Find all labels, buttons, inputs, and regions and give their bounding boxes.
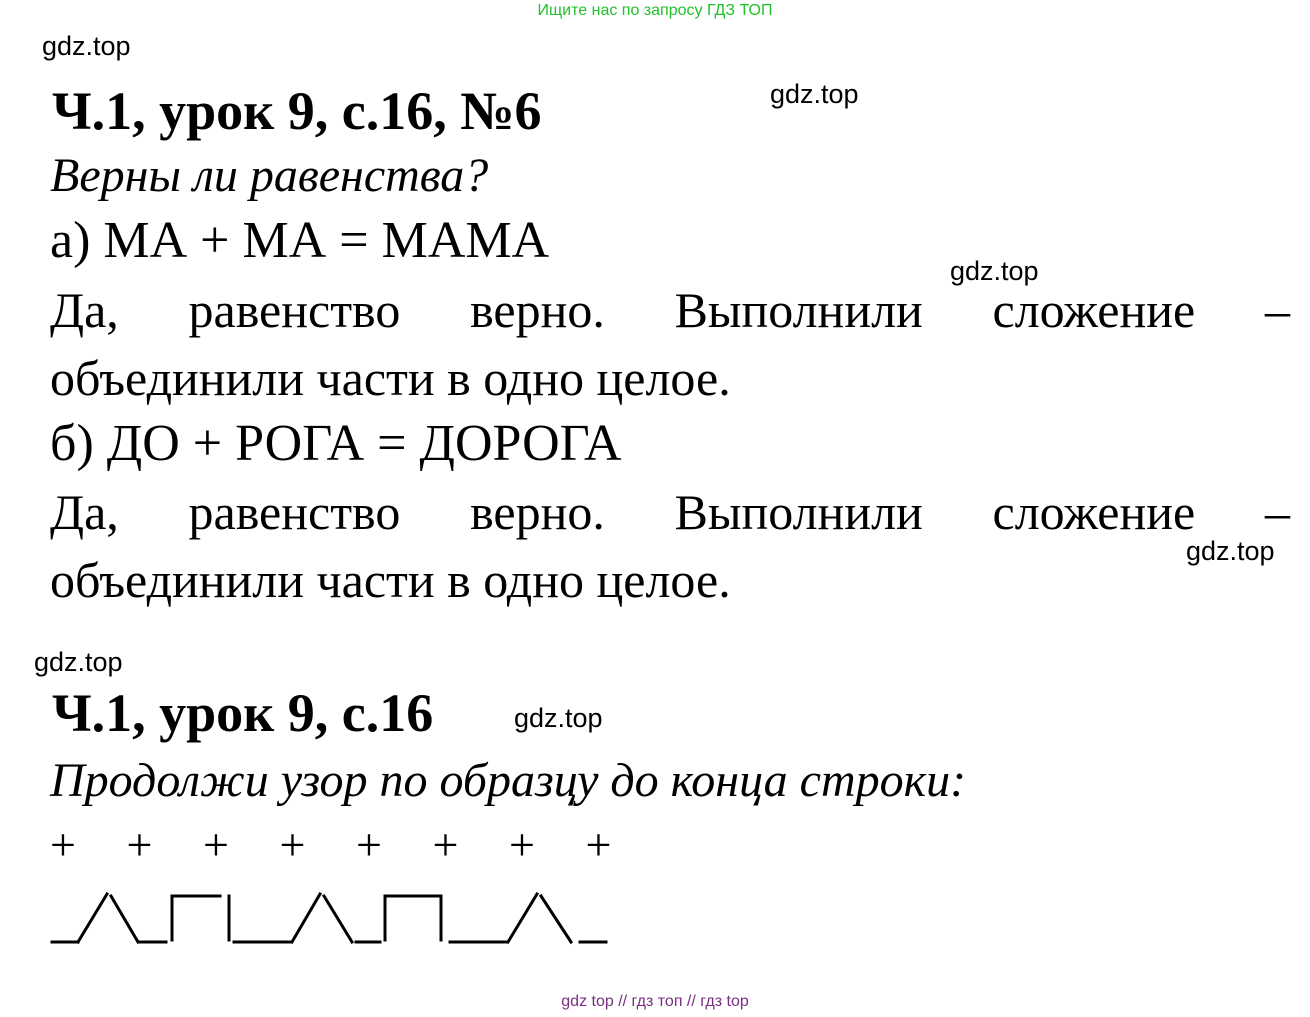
answer-a-line-1	[50, 282, 1290, 338]
section-1-question: Верны ли равенства?	[50, 149, 489, 202]
section-1-title: Ч.1, урок 9, с.16, №6	[52, 81, 542, 141]
equation-a: а) МА + МА = МАМА	[50, 212, 550, 269]
answer-b-line-1	[50, 484, 1290, 540]
equation-b: б) ДО + РОГА = ДОРОГА	[50, 415, 622, 472]
watermark: gdz.top	[1186, 536, 1275, 566]
section-2-title: Ч.1, урок 9, с.16	[52, 683, 434, 743]
plus-sign: +	[585, 819, 612, 870]
pattern-stroke	[541, 896, 571, 942]
word: сложение	[992, 282, 1196, 338]
watermark: gdz.top	[770, 79, 859, 109]
word: –	[1264, 484, 1290, 540]
watermark: gdz.top	[34, 647, 123, 677]
watermark: gdz.top	[514, 703, 603, 733]
word: сложение	[992, 484, 1196, 540]
word: Выполнили	[674, 282, 923, 338]
word: верно.	[470, 484, 605, 540]
word: верно.	[470, 282, 605, 338]
pattern-stroke	[111, 896, 138, 942]
plus-sign: +	[126, 819, 153, 870]
word: Да,	[50, 282, 119, 338]
footer-links[interactable]: gdz top // гдз топ // гдз top	[561, 993, 749, 1010]
search-banner[interactable]: Ищите нас по запросу ГДЗ ТОП	[537, 2, 773, 19]
answer-b-line-2: объединили части в одно целое.	[50, 552, 731, 608]
section-2-instruction: Продолжи узор по образцу до конца строки:	[50, 754, 967, 807]
plus-sign: +	[279, 819, 306, 870]
plus-sign: +	[356, 819, 382, 870]
plus-sign: +	[432, 819, 459, 870]
plus-sign: +	[509, 819, 535, 870]
pattern-stroke	[78, 894, 107, 942]
watermark: gdz.top	[950, 256, 1039, 286]
word: Да,	[50, 484, 119, 540]
pattern-stroke	[508, 894, 537, 942]
word: Выполнили	[674, 484, 923, 540]
word: –	[1264, 282, 1290, 338]
watermark: gdz.top	[42, 31, 131, 61]
word: равенство	[188, 282, 401, 338]
plus-row	[50, 819, 662, 870]
answer-a-line-2: объединили части в одно целое.	[50, 350, 731, 406]
word: равенство	[188, 484, 401, 540]
pattern-drawing	[0, 880, 660, 960]
pattern-stroke	[292, 894, 320, 942]
pattern-stroke	[324, 896, 352, 942]
plus-sign: +	[50, 819, 76, 870]
plus-sign: +	[203, 819, 229, 870]
